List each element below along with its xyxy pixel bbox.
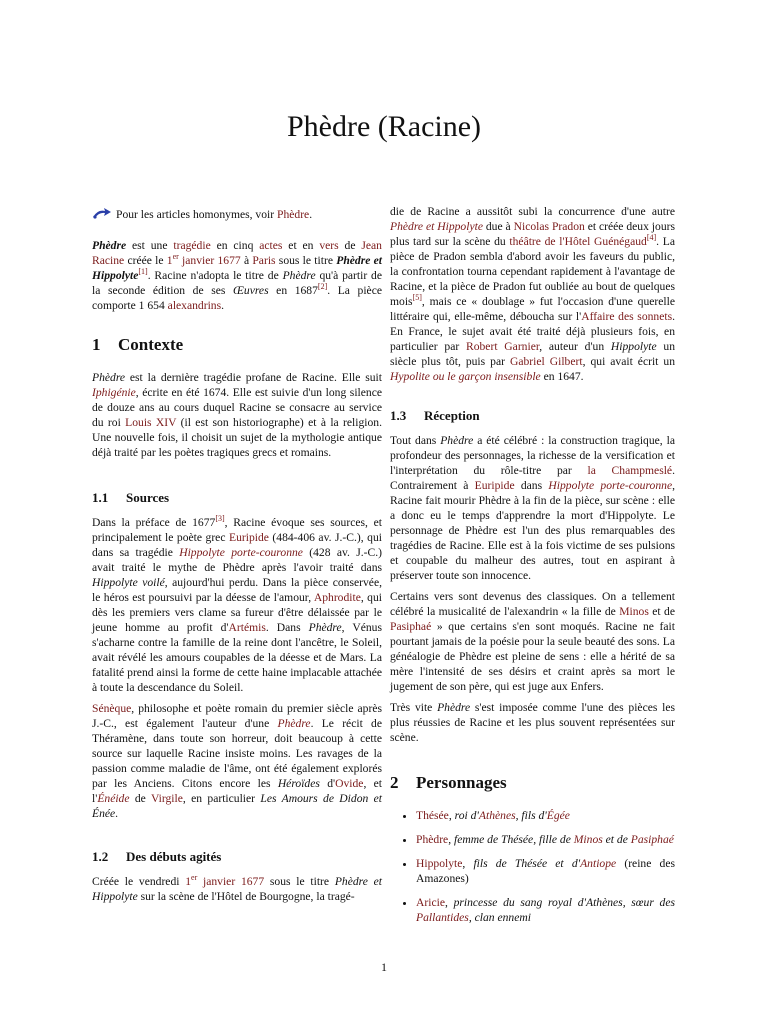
link-iphigenie[interactable]	[92, 386, 136, 399]
reception-paragraph-2	[390, 589, 675, 694]
link-la-champmesle[interactable]: la Champmeslé	[587, 464, 673, 477]
item-text: ,	[462, 857, 474, 870]
link-1er-janvier-sup: er	[191, 873, 198, 883]
sources-text: d'	[319, 777, 336, 790]
link-affaire-des-sonnets[interactable]: Affaire des sonnets	[581, 310, 673, 323]
reference-3[interactable]: [3]	[215, 514, 225, 524]
debuts-text: die de Racine a aussitôt subi la concurrence d'une autre	[390, 205, 675, 218]
sources-text: Dans la préface de 1677	[92, 516, 216, 529]
sources-text: . Le récit de Théramène, dans toute son horreur, doit beaucoup à cette source sur laquelle Racine insiste moins. Les ravages de la passion comme maladie de l'âme, ont été également explorés par les Anciens. Citons encore les	[92, 717, 382, 790]
disambiguation-arrow-icon	[92, 206, 112, 224]
sources-text: . Dans	[265, 621, 309, 634]
section-number: 1	[92, 335, 101, 354]
reception-text: Très vite	[390, 701, 438, 714]
intro-text: en 1687	[268, 284, 318, 297]
link-louis-xiv[interactable]: Louis XIV	[125, 416, 177, 429]
link-tragedie[interactable]: tragédie	[173, 239, 211, 252]
reception-text: Certains vers sont devenus des classiques. On a tellement célébré la musicalité de l'alexandrin « la fille de	[390, 590, 675, 618]
link-item[interactable]: Minos	[573, 833, 603, 846]
debuts-paragraph-start	[92, 874, 382, 904]
section-heading-reception	[390, 408, 675, 423]
link-phedre-seneque-text: Phèdre	[277, 717, 311, 730]
link-1er-text: 1	[166, 254, 173, 267]
reception-paragraph-1	[390, 433, 675, 583]
section-number: 1.3	[390, 408, 407, 423]
sources-text: Les Amours de Didon et Énée	[92, 792, 382, 820]
debuts-text: Phèdre et Hippolyte	[92, 875, 382, 903]
link-euripide[interactable]: Euripide	[228, 531, 269, 544]
reception-paragraph-3	[390, 700, 675, 745]
link-character[interactable]: Aricie	[416, 896, 445, 909]
section-title: Sources	[126, 490, 170, 505]
item-text: , fils d'	[515, 809, 547, 822]
link-jean-racine[interactable]: Jean Racine	[92, 239, 382, 267]
link-phedre-seneque[interactable]	[278, 717, 311, 730]
reception-text: et de	[648, 605, 675, 618]
contexte-text: est la dernière tragédie profane de Racine. Elle suit	[125, 371, 382, 384]
reception-text: » que certains s'en sont moqués. Racine ne fait pourtant jamais de la poésie pour la seule beauté des sons. La généalogie de Phèdre est pleine de sens : elle a hérité de sa mère l'intensité de ses désirs et craint après sa mort le jugement de son père, qui est juge aux Enfers.	[390, 620, 675, 693]
section-number: 1.2	[92, 849, 109, 864]
link-item[interactable]: Athènes	[478, 809, 516, 822]
link-eneide-text: Énéide	[97, 792, 130, 805]
link-nicolas-pradon[interactable]: Nicolas Pradon	[513, 220, 585, 233]
sources-text: , Racine évoque ses sources, et principalement le poète grec	[92, 516, 383, 544]
link-hotel-guenegaud[interactable]: théâtre de l'Hôtel Guénégaud	[509, 235, 647, 248]
sources-text: de	[129, 792, 151, 805]
sources-paragraph-1	[92, 515, 382, 695]
item-text: fils de Thésée et d'	[473, 857, 581, 870]
reference-2[interactable]: [2]	[317, 282, 328, 292]
left-column	[92, 202, 382, 910]
intro-text: Phèdre	[282, 269, 316, 282]
reference-4[interactable]: [4]	[646, 233, 657, 243]
debuts-text: , mais ce « doublage » fut l'occasion d'une querelle littéraire qui, elle-même, déboucha sur l'	[390, 295, 675, 323]
item-text: (reine des Amazones)	[416, 857, 675, 885]
intro-text: de	[338, 239, 362, 252]
sources-text: Phèdre	[308, 621, 342, 634]
debuts-paragraph-cont	[390, 204, 675, 384]
link-janvier-1677[interactable]: janvier 1677	[197, 875, 265, 888]
link-eneide[interactable]	[97, 792, 129, 805]
sources-text: (484-406 av. J.-C.), qui dans sa tragédie	[92, 531, 382, 559]
item-text: ,	[444, 896, 454, 909]
section-title: Réception	[424, 408, 480, 423]
link-hippolyte-porte-couronne[interactable]	[548, 479, 672, 492]
item-text: et de	[602, 833, 631, 846]
link-minos[interactable]: Minos	[619, 605, 649, 618]
debuts-text: . La pièce de Pradon sembla d'abord avoir les faveurs du public, la confrontation tourna cependant rapidement à l'avantage de Racine, et la pièce de Pradon fut oubliée au bout de quelques mois	[390, 235, 675, 308]
section-heading-sources	[92, 490, 382, 505]
link-phedre-et-hippolyte-text: Phèdre et Hippolyte	[390, 220, 483, 233]
item-text: roi d'	[454, 809, 479, 822]
link-hippolyte-porte-couronne-text: Hippolyte porte-couronne	[179, 546, 303, 559]
link-item[interactable]: Pallantides	[416, 911, 469, 924]
intro-text: qu'à partir de la seconde édition de ses	[92, 269, 383, 297]
link-1er-janvier[interactable]	[185, 875, 197, 888]
link-gabriel-gilbert[interactable]: Gabriel Gilbert	[509, 355, 583, 368]
link-seneque[interactable]: Sénèque	[92, 702, 132, 715]
link-item[interactable]: Pasiphaé	[630, 833, 674, 846]
intro-text: Phèdre	[92, 239, 127, 252]
sources-paragraph-2	[92, 701, 382, 821]
debuts-text: en 1647.	[540, 370, 584, 383]
link-vers[interactable]: vers	[319, 239, 339, 252]
link-item[interactable]: Égée	[546, 809, 570, 822]
reception-text: Tout dans	[390, 434, 441, 447]
page-title: Phèdre (Racine)	[286, 110, 482, 143]
section-number: 2	[390, 773, 399, 792]
item-text: princesse du sang royal d'Athènes, sœur des	[453, 896, 675, 909]
intro-paragraph	[92, 238, 382, 313]
link-paris[interactable]: Paris	[252, 254, 276, 267]
intro-text: .	[221, 299, 225, 312]
contexte-paragraph	[92, 370, 382, 460]
sources-text: , et l'	[92, 777, 383, 805]
sources-text: , qui dès les premiers vers clame sa fureur d'être délaissée par le jeune homme au profit d'	[92, 591, 382, 634]
reception-text: Phèdre	[440, 434, 474, 447]
item-text: femme de Thésée, fille de	[454, 833, 574, 846]
intro-text: . Racine n'adopta le titre de	[147, 269, 283, 282]
sources-text: , philosophe et poète romain du premier siècle après J.-C., est également l'auteur d'une	[92, 702, 382, 730]
link-hippolyte-porte-couronne[interactable]	[179, 546, 303, 559]
link-janvier-1677[interactable]: janvier 1677	[178, 254, 241, 267]
reception-text: Phèdre	[437, 701, 471, 714]
hatnote-prefix: Pour les articles homonymes, voir	[116, 208, 277, 221]
reception-text: , Racine fait mourir Phèdre à la fin de la pièce, sur scène : elle a donc eu le temps d'apprendre la mort d'Hippolyte. Le personnage de Phèdre est l'un des plus remarquables des tragédies de Racine. Elle est à la fois victime de ses pulsions et coupable du malheur des autres, tout en aspirant à préserver toute son innocence.	[390, 479, 675, 582]
intro-text: sous le titre	[275, 254, 337, 267]
hatnote-suffix: .	[309, 208, 313, 221]
debuts-text: Créée le vendredi	[92, 875, 186, 888]
debuts-text: , qui avait écrit un	[582, 355, 675, 368]
link-hypolite[interactable]	[390, 370, 541, 383]
debuts-text: un siècle plus tôt, puis par	[390, 340, 675, 368]
section-heading-contexte	[92, 337, 382, 352]
sources-text: Héroïdes	[277, 777, 320, 790]
list-item	[416, 808, 675, 823]
reference-5[interactable]: [5]	[412, 293, 422, 303]
section-heading-personnages	[390, 775, 675, 790]
right-column	[390, 204, 675, 934]
debuts-text: sous le titre	[264, 875, 335, 888]
section-number: 1.1	[92, 490, 109, 505]
intro-text: est une	[126, 239, 174, 252]
link-euripide[interactable]: Euripide	[474, 479, 515, 492]
reference-1[interactable]: [1]	[138, 267, 148, 277]
intro-text: . La pièce comporte 1 654	[92, 284, 382, 312]
sources-text: , en particulier	[182, 792, 261, 805]
link-iphigenie-text: Iphigénie	[92, 386, 136, 399]
reception-text: a été célébré : la construction tragique, la profondeur des personnages, la richesse de la versification et l'interprétation du rôle-titre par	[390, 434, 675, 477]
intro-text: créée le	[124, 254, 167, 267]
contexte-text: (il est son historiographe) et à la religion. Une nouvelle fois, il choisit un sujet de la mythologie antique déjà traité par les poètes tragiques grecs et romains.	[92, 416, 382, 459]
list-item	[416, 832, 675, 847]
link-1er-sup: er	[172, 252, 179, 262]
section-title: Des débuts agités	[126, 849, 222, 864]
link-virgile[interactable]: Virgile	[150, 792, 183, 805]
intro-text: à	[240, 254, 253, 267]
sources-text: , aujourd'hui perdu. Dans la pièce conservée, le héros est poursuivi par la déesse de l'amour,	[92, 576, 382, 604]
reception-text: . Contrairement à	[390, 464, 675, 492]
link-1er-janvier-text: 1	[185, 875, 192, 888]
link-hippolyte-porte-couronne-text: Hippolyte porte-couronne	[548, 479, 673, 492]
link-character[interactable]: Hippolyte	[416, 857, 463, 870]
link-actes[interactable]: actes	[259, 239, 283, 252]
hatnote-link[interactable]: Phèdre	[277, 208, 310, 221]
section-title: Personnages	[416, 773, 507, 792]
debuts-text: Hippolyte	[610, 340, 657, 353]
sources-text: .	[115, 807, 119, 820]
link-item[interactable]: Antiope	[580, 857, 617, 870]
intro-text: Phèdre et Hippolyte	[92, 254, 382, 282]
link-character[interactable]: Thésée	[416, 809, 449, 822]
debuts-text: , auteur d'un	[539, 340, 611, 353]
link-alexandrins[interactable]: alexandrins	[167, 299, 222, 312]
page-number: 1	[381, 960, 387, 974]
hatnote	[92, 206, 382, 224]
link-hypolite-text: Hypolite ou le garçon insensible	[390, 370, 541, 383]
section-title: Contexte	[118, 335, 184, 354]
list-item	[416, 856, 675, 886]
link-artemis[interactable]: Artémis	[228, 621, 266, 634]
sources-text: (428 av. J.-C.) avait traité le mythe de Phèdre après l'avoir traité dans	[92, 546, 382, 574]
link-phedre-et-hippolyte[interactable]	[390, 220, 483, 233]
debuts-text: sur la scène de l'Hôtel de Bourgogne, la tragé-	[137, 890, 355, 903]
sources-text: , Vénus s'acharne contre la famille de la reine dont l'ancêtre, le Soleil, avait révélé les amours coupables de la déesse et de Mars. La fatalité prend ainsi la forme de cette haine implacable attachée à toute la descendance du Soleil.	[92, 621, 382, 694]
reception-text: s'est imposée comme l'une des pièces les plus réussies de Racine et les plus souvent représentées sur scène.	[390, 701, 676, 744]
item-text: ,	[448, 833, 454, 846]
link-pasiphae[interactable]: Pasiphaé	[390, 620, 432, 633]
debuts-text: et créée deux jours plus tard sur la scène du	[390, 220, 675, 248]
item-text: ,	[448, 809, 455, 822]
link-robert-garnier[interactable]: Robert Garnier	[465, 340, 540, 353]
reception-text: dans	[514, 479, 549, 492]
intro-text: Œuvres	[232, 284, 269, 297]
sources-text: Hippolyte voilé	[92, 576, 165, 589]
debuts-text: due à	[482, 220, 514, 233]
debuts-text: . En France, le sujet avait été traité déjà plusieurs fois, en particulier par	[390, 310, 675, 353]
link-1er[interactable]	[167, 254, 179, 267]
list-item	[416, 895, 675, 925]
section-heading-debuts-agites	[92, 849, 382, 864]
item-text: , clan ennemi	[468, 911, 531, 924]
intro-text: en cinq	[210, 239, 260, 252]
link-ovide[interactable]: Ovide	[335, 777, 364, 790]
contexte-text: , écrite en été 1674. Elle est suivie d'un long silence de douze ans au cours duquel Racine se consacre au service du roi	[92, 386, 382, 429]
character-list	[390, 808, 675, 925]
intro-text: et en	[282, 239, 320, 252]
link-aphrodite[interactable]: Aphrodite	[313, 591, 361, 604]
contexte-text: Phèdre	[92, 371, 126, 384]
link-character[interactable]: Phèdre	[416, 833, 449, 846]
